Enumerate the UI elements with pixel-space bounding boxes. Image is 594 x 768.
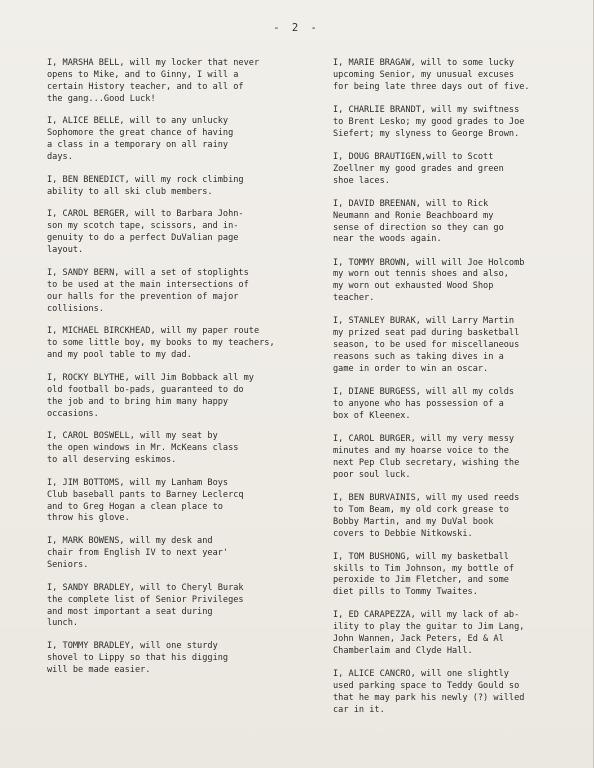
will-entry: I, ROCKY BLYTHE, will Jim Bobback all my old football bo-pads, guaranteed to do the job and to bring him many happy occasions.: [47, 372, 254, 419]
will-entry: I, JIM BOTTOMS, will my Lanham Boys Club baseball pants to Barney Leclercq and to Greg Hogan a clean place to throw his glove.: [47, 477, 244, 524]
will-entry: I, MICHAEL BIRCKHEAD, will my paper route to some little boy, my books to my teachers, and my pool table to my dad.: [47, 326, 275, 361]
will-entry: I, ALICE CANCRO, will one slightly used parking space to Teddy Gould so that he may park his newly (?) willed car in it.: [333, 669, 525, 715]
will-entry: I, DIANE BURGESS, will all my colds to anyone who has possession of a box of Kleenex.: [333, 387, 515, 421]
will-entry: I, SANDY BRADLEY, will to Cheryl Burak the complete list of Senior Privileges and most important a seat during lunch.: [47, 582, 244, 629]
will-entry: I, BEN BURVAINIS, will my used reeds to Tom Beam, my old cork grease to Bobby Martin, and my DuVal book covers to Debbie Nitkowski.: [333, 492, 520, 539]
will-entry: I, MARSHA BELL, will my locker that never opens to Mike, and to Ginny, I will a certain History teacher, and to all of the gang...Good Luck!: [47, 58, 260, 104]
will-entry: I, CAROL BERGER, will to Barbara John- son my scotch tape, scissors, and in- genuity to do a perfect DuValian page layout.: [47, 209, 244, 256]
will-entry: I, TOM BUSHONG, will my basketball skills to Tim Johnson, my bottle of peroxide to Jim Fletcher, and some diet pills to Tommy Twaites.: [333, 551, 515, 598]
will-entry: I, BEN BENEDICT, will my rock climbing ability to all ski club members.: [47, 174, 244, 197]
right-column: [333, 58, 578, 728]
will-entry: I, CAROL BURGER, will my very messy minutes and my hoarse voice to the next Pep Club secretary, wishing the poor soul luck.: [333, 433, 520, 480]
will-entry: I, TOMMY BROWN, will will Joe Holcomb my worn out tennis shoes and also, my worn out exhausted Wood Shop teacher.: [333, 257, 525, 304]
left-column: [47, 58, 307, 688]
will-entry: I, ALICE BELLE, will to any unlucky Sophomore the great chance of having a class in a temporary on all rainy days.: [47, 116, 234, 163]
will-entry: I, DOUG BRAUTIGEN,will to Scott Zoellner my good grades and green shoe laces.: [333, 151, 504, 186]
will-entry: I, MARIE BRAGAW, will to some lucky upcoming Senior, my unusual excuses for being late three days out of five.: [333, 58, 530, 92]
will-entry: I, MARK BOWENS, will my desk and chair from English IV to next year' Seniors.: [47, 536, 229, 570]
will-entry: I, TOMMY BRADLEY, will one sturdy shovel to Lippy so that his digging will be made easier.: [47, 641, 229, 675]
will-entry: I, SANDY BERN, will a set of stoplights to be used at the main intersections of our halls for the prevention of major collisions.: [47, 267, 249, 314]
will-entry: I, ED CARAPEZZA, will my lack of ab- ility to play the guitar to Jim Lang, John Wannen, Jack Peters, Ed & Al Chamberlaim and Clyde Hall.: [333, 610, 525, 657]
will-entry: I, CHARLIE BRANDT, will my swiftness to Brent Lesko; my good grades to Joe Siefert; my slyness to George Brown.: [333, 104, 525, 139]
will-entry: I, DAVID BREENAN, will to Rick Neumann and Ronie Beachboard my sense of direction so they can go near the woods again.: [333, 198, 504, 245]
will-entry: I, CAROL BOSWELL, will my seat by the open windows in Mr. McKeans class to all deserving eskimos.: [47, 431, 239, 466]
page-number: - 2 -: [273, 22, 320, 34]
will-entry: I, STANLEY BURAK, will Larry Martin my prized seat pad during basketball season, to be used for miscellaneous reasons such as taking dives in a game in order to win an oscar.: [333, 316, 520, 374]
